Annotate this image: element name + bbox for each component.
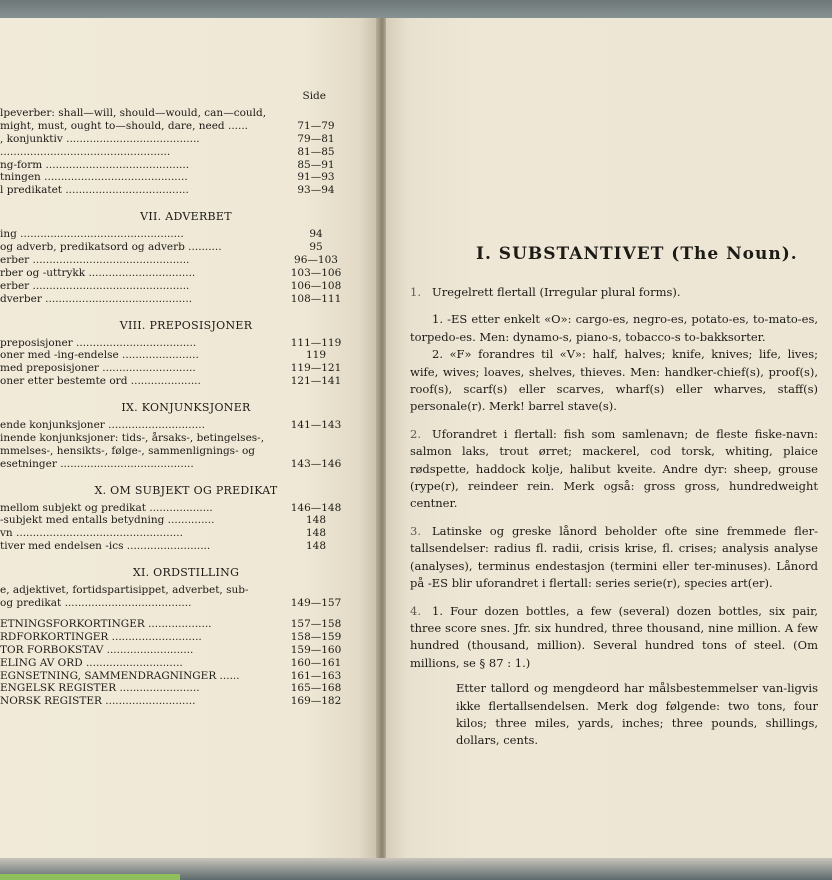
toc-entry-title: l predikatet .....................................	[0, 184, 189, 197]
chapter-title: I. SUBSTANTIVET (The Noun).	[476, 244, 798, 264]
toc-entry-title: tiver med endelsen -ics .........................	[0, 540, 211, 553]
toc-entry-title: og adverb, predikatsord og adverb ..........	[0, 241, 222, 254]
toc-entry-page: 157—158	[290, 617, 342, 630]
toc-entry	[0, 362, 352, 375]
toc-entry-page: 148	[305, 527, 327, 540]
section-heading-x: X. OM SUBJEKT OG PREDIKAT	[94, 483, 278, 497]
toc-entry	[0, 584, 352, 597]
toc-entry-title: TOR FORBOKSTAV ..........................	[0, 643, 194, 656]
toc-entry	[0, 502, 352, 515]
section-4	[410, 603, 818, 673]
toc-entry-title: ende konjunksjoner .............................	[0, 419, 205, 432]
table-of-contents	[0, 90, 352, 708]
toc-entry-title: erber ...............................................	[0, 253, 190, 266]
toc-entry-title: -subjekt med entalls betydning ..............	[0, 514, 215, 527]
toc-group-x	[0, 502, 352, 554]
toc-entry	[0, 184, 352, 197]
toc-entry-title: med preposisjoner ............................	[0, 362, 196, 375]
toc-entry-title: inende konjunksjoner: tids-, årsaks-, betingelses-,	[0, 431, 265, 444]
toc-entry	[0, 445, 352, 458]
toc-entry	[0, 267, 352, 280]
toc-entry-page: 119	[305, 349, 327, 362]
paragraph-text: Uforandret i flertall: fish som samlenavn; de fleste fiske-navn: salmon laks, trout ørret; mackerel, cod torsk, whiting, plaice rødspette, haddock kolje, halibut kveite. Andre dyr: sheep, grouse (rype(r), reindeer rein. Merk også: gross gross, hundredweight centner.	[410, 426, 818, 511]
toc-entry	[0, 241, 352, 254]
toc-entry	[0, 280, 352, 293]
toc-entry	[0, 375, 352, 388]
toc-entry	[0, 670, 352, 683]
toc-entry-page: 71—79	[297, 119, 335, 132]
section-heading-vii: VII. ADVERBET	[140, 210, 232, 224]
toc-entry	[0, 682, 352, 695]
toc-entry	[0, 159, 352, 172]
toc-entry-page: 149—157	[290, 597, 342, 609]
toc-entry-page: 161—163	[290, 669, 342, 682]
right-page	[386, 18, 832, 860]
paragraph	[410, 346, 818, 416]
toc-entry-page: 103—106	[290, 266, 342, 279]
toc-group-ix	[0, 419, 352, 471]
toc-entry	[0, 337, 352, 350]
toc-entry	[0, 432, 352, 445]
toc-entry	[0, 527, 352, 540]
section-number: 1.	[410, 285, 421, 299]
toc-entry-page: 81—85	[297, 145, 335, 158]
toc-entry-title: dverber ............................................	[0, 292, 193, 305]
toc-entry-page: 121—141	[290, 375, 342, 388]
toc-entry-page: 79—81	[297, 132, 335, 145]
toc-entry-page: 148	[305, 514, 327, 527]
toc-entry	[0, 254, 352, 267]
section-heading-viii: VIII. PREPOSISJONER	[119, 318, 253, 332]
toc-entry-title: ng-form ...........................................	[0, 158, 190, 171]
paragraph-text: 1. -ES etter enkelt «O»: cargo-es, negro-es, potato-es, to-mato-es, torpedo-es. Men: dynamo-s, piano-s, tobacco-s to-bakksorter.	[410, 312, 818, 344]
toc-group-end	[0, 618, 352, 708]
toc-entry-page: 160—161	[290, 656, 342, 669]
toc-entry-title: oner etter bestemte ord .....................	[0, 375, 201, 388]
toc-entry-page: 85—91	[297, 158, 335, 171]
paragraph-text: Latinske og greske lånord beholder ofte sine fremmede fler-tallsendelser: radius fl. radii, crisis krise, fl. crises; analysis analyse (analyses), terminus endestasjon (termini eller ter-minuses). Lånord på -ES blir uforandret i flertall: series serie(r), species art(er).	[410, 523, 818, 591]
toc-entry-page: 169—182	[290, 695, 342, 708]
toc-entry-title: RDFORKORTINGER ...........................	[0, 630, 202, 643]
section-number: 3.	[410, 523, 421, 538]
toc-entry-page: 165—168	[290, 682, 342, 695]
toc-entry	[0, 146, 352, 159]
toc-entry-page: 106—108	[290, 279, 342, 292]
toc-entry-page: 158—159	[290, 630, 342, 643]
toc-entry	[0, 293, 352, 306]
toc-entry-page: 119—121	[290, 362, 342, 375]
toc-entry-title: e, adjektivet, fortidspartisippet, adverbet, sub-	[0, 584, 249, 597]
toc-group-a	[0, 107, 352, 197]
toc-entry-title: EGNSETNING, SAMMENDRAGNINGER ......	[0, 669, 240, 682]
toc-entry-title: og predikat ......................................	[0, 597, 192, 609]
toc-entry-page: 111—119	[290, 336, 342, 349]
toc-entry	[0, 228, 352, 241]
toc-entry-page: 108—111	[290, 292, 342, 305]
toc-group-viii	[0, 337, 352, 389]
section-2	[410, 426, 818, 513]
paragraph-text: 1. Four dozen bottles, a few (several) dozen bottles, six pair, three score snes. Jfr. six hundred, three thousand, nine million. A few hundred (thousand, million). Several hundred tons of steel. (Om millions, se § 87 : 1.)	[410, 603, 818, 670]
toc-entry-title: ENGELSK REGISTER ........................	[0, 682, 200, 695]
toc-entry	[0, 618, 352, 631]
toc-entry	[0, 349, 352, 362]
toc-entry-title: NORSK REGISTER ...........................	[0, 695, 196, 708]
toc-group-xi	[0, 584, 352, 610]
toc-entry	[0, 171, 352, 184]
toc-entry-page: 159—160	[290, 643, 342, 656]
toc-entry-page: 141—143	[290, 419, 342, 432]
toc-entry-title: oner med -ing-endelse .......................	[0, 349, 199, 362]
toc-entry	[0, 133, 352, 146]
cover-edge	[0, 874, 180, 880]
toc-entry-title: mellom subjekt og predikat ...................	[0, 501, 213, 514]
page-column-header: Side	[302, 90, 326, 102]
toc-entry	[0, 107, 352, 120]
paragraph	[410, 311, 818, 346]
toc-entry-page: 93—94	[297, 184, 335, 197]
toc-entry-page: 143—146	[290, 457, 342, 470]
toc-entry-page: 95	[309, 241, 323, 254]
paragraph-text: 2. «F» forandres til «V»: half, halves; knife, knives; life, lives; wife, wives; loaves, shelves, thieves. Men: handker-chief(s), proof(s), roof(s), scarf(s) eller scarves, wharf(s) eller wharves, staff(s) personale(r). Merk! barrel stave(s).	[410, 347, 818, 414]
toc-entry-page: 94	[309, 228, 323, 241]
section-heading-ix: IX. KONJUNKSJONER	[121, 401, 251, 415]
toc-group-vii	[0, 228, 352, 305]
toc-entry-title: ELING AV ORD .............................	[0, 656, 183, 669]
section-text: Uregelrett flertall (Irregular plural forms).	[432, 285, 681, 299]
toc-entry-page: 91—93	[297, 171, 335, 184]
toc-entry	[0, 458, 352, 471]
toc-entry-title: erber ...............................................	[0, 279, 190, 292]
toc-entry-title: ETNINGSFORKORTINGER ...................	[0, 617, 212, 630]
section-number: 2.	[410, 426, 421, 441]
section-number: 4.	[410, 603, 421, 618]
toc-entry-page: 96—103	[294, 253, 338, 266]
toc-entry	[0, 514, 352, 527]
toc-entry-page: 148	[305, 540, 327, 553]
toc-entry	[0, 597, 352, 610]
toc-entry-title: esetninger ........................................	[0, 457, 194, 470]
toc-entry	[0, 419, 352, 432]
section-3	[410, 523, 818, 593]
toc-entry-title: ing .................................................	[0, 228, 184, 241]
section-1-title	[410, 284, 818, 301]
toc-entry-title: might, must, ought to—should, dare, need ......	[0, 119, 249, 132]
left-page	[0, 18, 378, 860]
note-paragraph: Etter tallord og mengdeord har målsbestemmelser van-ligvis ikke flertallsendelsen. Merk dog følgende: two tons, four kilos; three miles, yards, inches; three pounds, shillings, dollars, cents.	[456, 681, 818, 748]
toc-entry-title: rber og -uttrykk ................................	[0, 266, 196, 279]
toc-entry	[0, 120, 352, 133]
section-heading-xi: XI. ORDSTILLING	[132, 566, 240, 580]
toc-entry-title: lpeverber: shall—will, should—would, can—could,	[0, 106, 267, 119]
toc-entry	[0, 695, 352, 708]
toc-entry-title: vn ..................................................	[0, 527, 183, 540]
toc-entry-title: ...................................................	[0, 145, 171, 158]
toc-entry	[0, 644, 352, 657]
toc-entry	[0, 631, 352, 644]
chapter-body	[410, 284, 818, 750]
toc-entry-page: 146—148	[290, 501, 342, 514]
toc-entry-title: , konjunktiv ........................................	[0, 132, 200, 145]
toc-entry-title: mmelses-, hensikts-, følge-, sammenlignings- og	[0, 444, 255, 457]
toc-entry	[0, 657, 352, 670]
toc-entry-title: tningen ...........................................	[0, 171, 188, 184]
toc-entry-title: preposisjoner ....................................	[0, 336, 197, 349]
toc-entry	[0, 540, 352, 553]
